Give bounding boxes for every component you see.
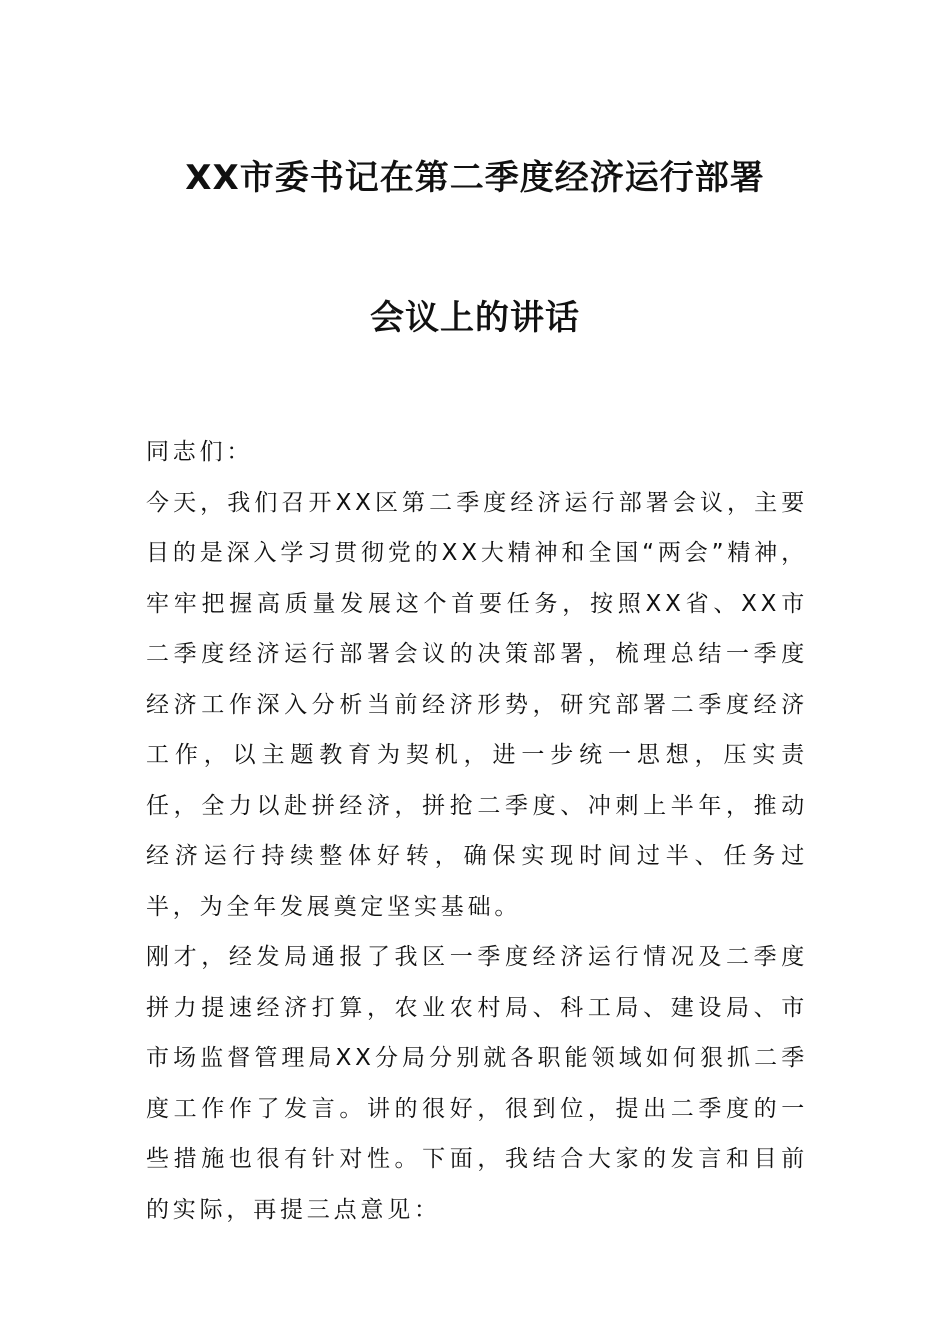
document-body [146, 427, 808, 1235]
greeting: 同志们： [146, 439, 254, 465]
document-title-line-1: XX市委书记在第二季度经济运行部署 [185, 158, 765, 198]
paragraph-1: 今天，我们召开XX区第二季度经济运行部署会议，主要目的是深入学习贯彻党的XX大精神和全国“两会”精神，牢牢把握高质量发展这个首要任务，按照XX省、XX市二季度经济运行部署会议的决策部署，梳理总结一季度经济工作深入分析当前经济形势，研究部署二季度经济工作，以主题教育为契机，进一步统一思想，压实责任，全力以赴拼经济，拼抢二季度、冲刺上半年，推动经济运行持续整体好转，确保实现时间过半、任务过半，为全年发展奠定坚实基础。 [146, 489, 808, 920]
paragraph-2: 刚才，经发局通报了我区一季度经济运行情况及二季度拼力提速经济打算，农业农村局、科工局、建设局、市市场监督管理局XX分局分别就各职能领域如何狠抓二季度工作作了发言。讲的很好，很到位，提出二季度的一些措施也很有针对性。下面，我结合大家的发言和目前的实际，再提三点意见： [146, 944, 808, 1223]
document-title-line-2: 会议上的讲话 [370, 298, 580, 338]
